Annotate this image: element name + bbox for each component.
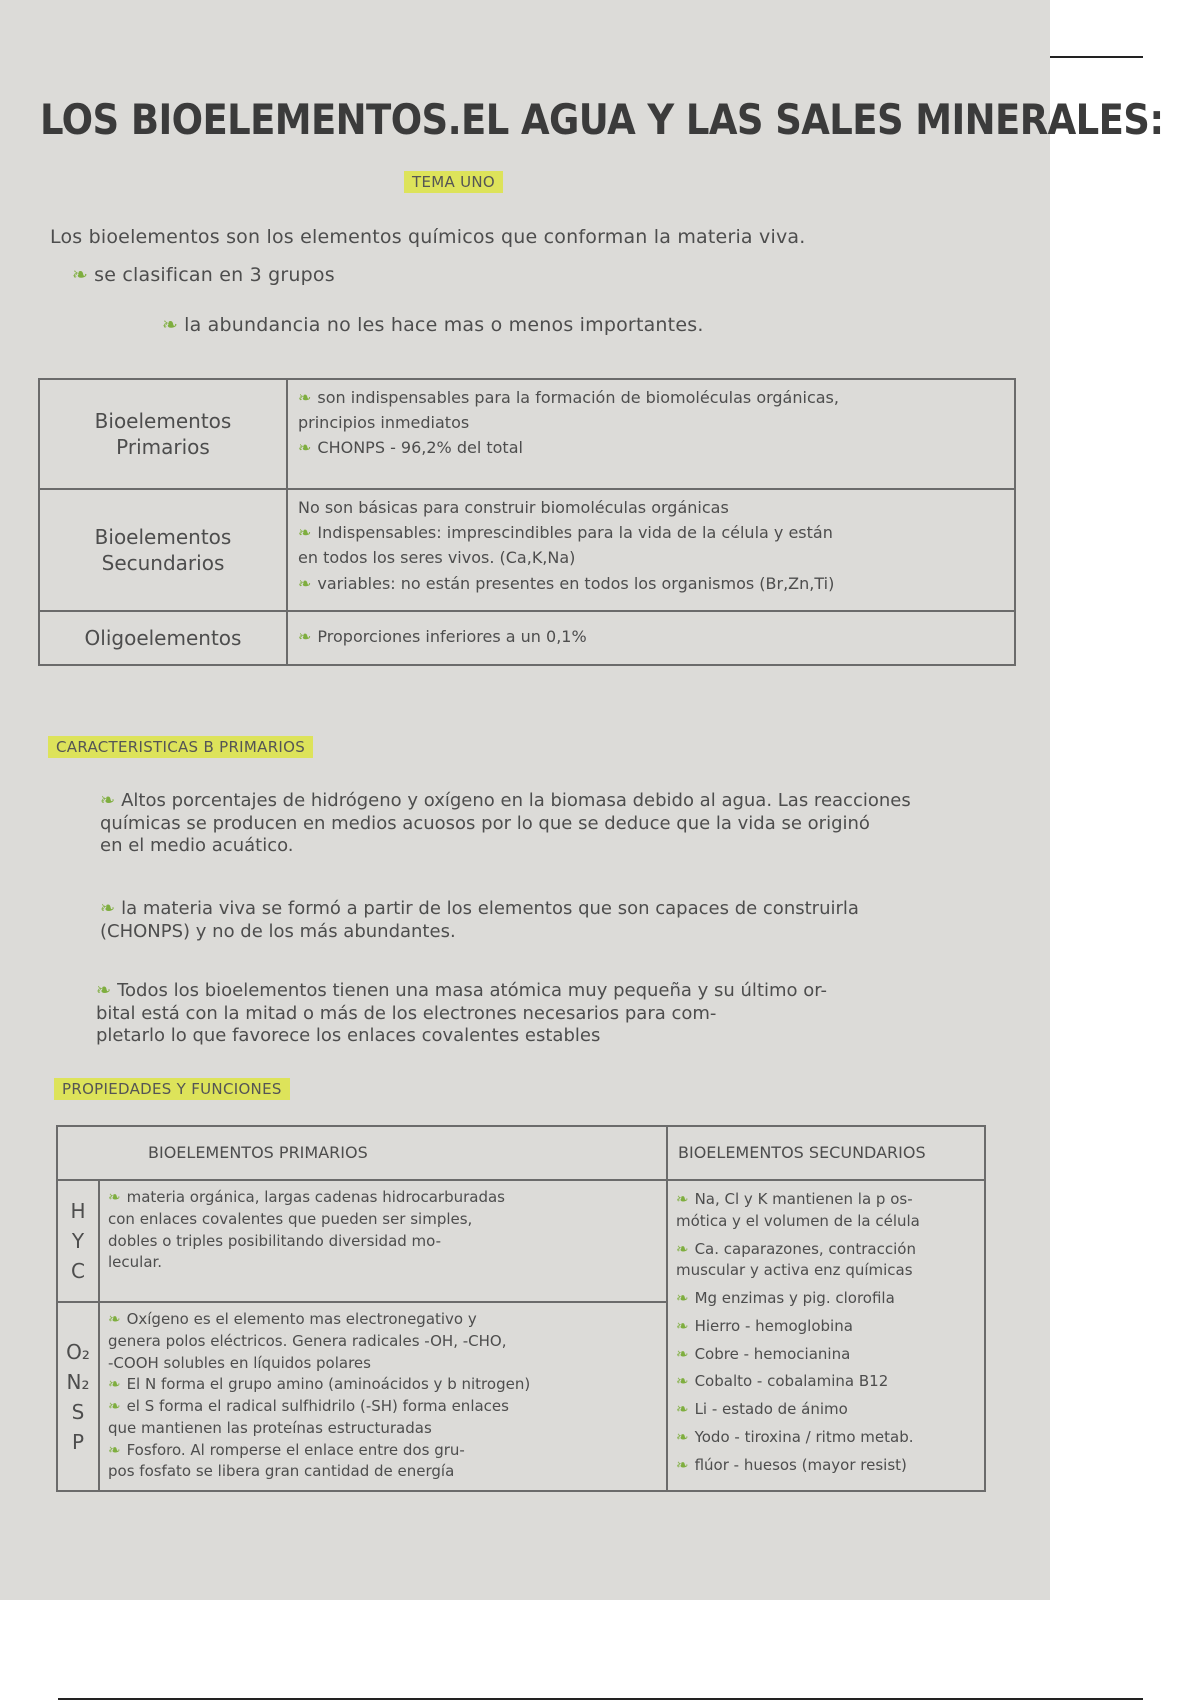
element-symbols: H Y C: [57, 1180, 99, 1302]
leaf-bullet-icon: ❧: [100, 790, 116, 811]
secondary-list: ❧ Na, Cl y K mantienen la p os- mótica y el volumen de la célula ❧ Ca. caparazones, contracción muscular y activa enz químicas ❧ Mg enzimas y pig. clorofila ❧ Hierro - hemoglobina ❧ Cobre - hemocianina ❧ Cobalto - cobalamina B12 ❧ Li - estado de ánimo ❧ Yodo - tiroxina / ritmo metab. ❧ flúor - huesos (mayor resist): [667, 1180, 985, 1491]
leaf-bullet-icon: ❧: [162, 314, 179, 336]
leaf-bullet-icon: ❧: [676, 1190, 689, 1208]
leaf-bullet-icon: ❧: [676, 1372, 689, 1391]
row-content: ❧ Oxígeno es el elemento mas electronegativo y genera polos eléctricos. Genera radicales -OH, -CHO, -COOH solubles en líquidos polares ❧ El N forma el grupo amino (aminoácidos y b nitrogen) ❧ el S forma el radical sulfhidrilo (-SH) forma enlaces que mantienen las proteínas estructuradas ❧ Fosforo. Al romperse el enlace entre dos gru- pos fosfato se libera gran cantidad de energía: [99, 1302, 667, 1491]
leaf-bullet-icon: ❧: [676, 1239, 689, 1258]
row-label: Bioelementos Secundarios: [39, 489, 287, 611]
intro-bullet: [72, 264, 335, 286]
header-primary: BIOELEMENTOS PRIMARIOS: [57, 1126, 667, 1180]
page-title: LOS BIOELEMENTOS.EL AGUA Y LAS SALES MINERALES:: [40, 96, 1164, 145]
intro-subbullet: [162, 314, 704, 336]
classification-table: [38, 378, 1016, 666]
paragraph: ❧ Altos porcentajes de hidrógeno y oxígeno en la biomasa debido al agua. Las reacciones químicas se producen en medios acuosos por lo que se deduce que la vida se originó en el medio acuático.: [100, 790, 911, 856]
properties-table: [56, 1125, 986, 1492]
row-content: ❧ Proporciones inferiores a un 0,1%: [287, 611, 1015, 665]
page-rule-top: [1050, 56, 1143, 58]
row-label: Oligoelementos: [39, 611, 287, 665]
leaf-bullet-icon: ❧: [676, 1427, 689, 1446]
section-heading-properties: PROPIEDADES Y FUNCIONES: [54, 1078, 290, 1100]
leaf-bullet-icon: ❧: [676, 1316, 689, 1335]
leaf-bullet-icon: ❧: [108, 1440, 121, 1459]
leaf-bullet-icon: ❧: [676, 1400, 689, 1418]
leaf-bullet-icon: ❧: [298, 573, 312, 593]
section-heading-characteristics: CARACTERISTICAS B PRIMARIOS: [48, 736, 313, 758]
header-secondary: BIOELEMENTOS SECUNDARIOS: [667, 1126, 985, 1180]
leaf-bullet-icon: ❧: [100, 898, 116, 919]
intro-definition: Los bioelementos son los elementos químicos que conforman la materia viva.: [50, 226, 806, 248]
table-row: [39, 611, 1015, 665]
table-row: [39, 489, 1015, 611]
leaf-bullet-icon: ❧: [96, 980, 112, 1001]
row-content: ❧ son indispensables para la formación de biomoléculas orgánicas, principios inmediatos ❧ CHONPS - 96,2% del total: [287, 379, 1015, 489]
table-row: [39, 379, 1015, 489]
paragraph: ❧ la materia viva se formó a partir de los elementos que son capaces de construirla (CHONPS) y no de los más abundantes.: [100, 898, 859, 942]
leaf-bullet-icon: ❧: [108, 1310, 121, 1328]
leaf-bullet-icon: ❧: [298, 438, 312, 458]
leaf-bullet-icon: ❧: [108, 1188, 121, 1206]
leaf-bullet-icon: ❧: [298, 388, 312, 407]
leaf-bullet-icon: ❧: [108, 1375, 121, 1394]
leaf-bullet-icon: ❧: [676, 1455, 689, 1474]
topic-label: TEMA UNO: [404, 171, 503, 193]
leaf-bullet-icon: ❧: [298, 523, 312, 543]
intro-bullet-text: se clasifican en 3 grupos: [94, 264, 335, 286]
leaf-bullet-icon: ❧: [72, 264, 89, 286]
element-symbols: O₂ N₂ S P: [57, 1302, 99, 1491]
leaf-bullet-icon: ❧: [108, 1397, 121, 1415]
leaf-bullet-icon: ❧: [298, 627, 312, 647]
table-row: [57, 1180, 985, 1302]
row-label: Bioelementos Primarios: [39, 379, 287, 489]
leaf-bullet-icon: ❧: [676, 1289, 689, 1307]
leaf-bullet-icon: ❧: [676, 1344, 689, 1363]
row-content: No son básicas para construir biomoléculas orgánicas ❧ Indispensables: imprescindibles para la vida de la célula y están en todos los seres vivos. (Ca,K,Na) ❧ variables: no están presentes en todos los organismos (Br,Zn,Ti): [287, 489, 1015, 611]
intro-subbullet-text: la abundancia no les hace mas o menos importantes.: [184, 314, 704, 336]
row-content: ❧ materia orgánica, largas cadenas hidrocarburadas con enlaces covalentes que pueden ser simples, dobles o triples posibilitando diversidad mo- lecular.: [99, 1180, 667, 1302]
paragraph: ❧ Todos los bioelementos tienen una masa atómica muy pequeña y su último or- bital está con la mitad o más de los electrones necesarios para com- pletarlo lo que favorece los enlaces covalentes estables: [96, 980, 828, 1046]
table-header-row: [57, 1126, 985, 1180]
